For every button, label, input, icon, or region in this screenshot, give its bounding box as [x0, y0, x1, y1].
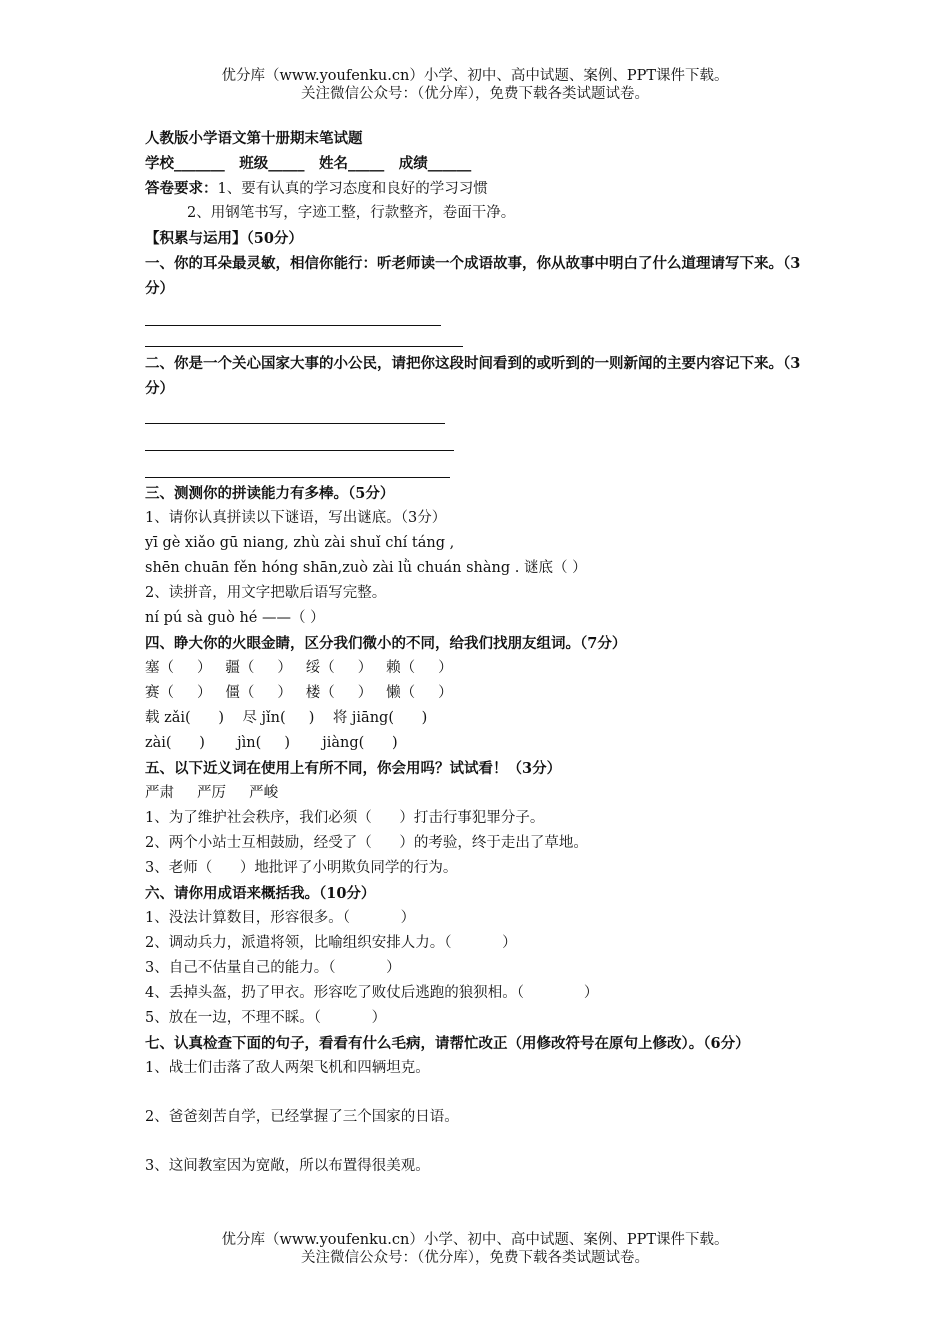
- answer-line: [145, 451, 450, 478]
- page-header-line-2: 关注微信公众号：（优分库），免费下载各类试题试卷。: [301, 86, 649, 102]
- page-footer-line-1: 优分库（www.youfenku.cn）小学、初中、高中试题、案例、PPT课件下载。: [221, 1232, 729, 1248]
- answer-line: [145, 424, 454, 451]
- riddle-pinyin-line-2: shēn chuān fěn hóng shān,zuò zài lǜ chuán shàng . 谜底（ ）: [145, 560, 587, 576]
- student-info-line: 学校_______ 班级_____ 姓名_____ 成绩______: [145, 155, 472, 172]
- question-5-sentence-3: 3、老师（ ）地批评了小明欺负同学的行为。: [145, 860, 458, 876]
- exam-body: [145, 126, 810, 1179]
- answer-line: [145, 326, 463, 347]
- word-pair-row: 赛（ ） 僵（ ） 楼（ ） 懒（ ）: [145, 685, 453, 701]
- question-5-sentence-2: 2、两个小站士互相鼓励，经受了（ ）的考验，终于走出了草地。: [145, 835, 588, 851]
- question-5-sentence-1: 1、为了维护社会秩序，我们必须（ ）打击行事犯罪分子。: [145, 810, 545, 826]
- question-3-sub-2: 2、读拼音，用文字把歇后语写完整。: [145, 585, 387, 601]
- question-6-item-4: 4、丢掉头盔，扔了甲衣。形容吃了败仗后逃跑的狼狈相。（ ）: [145, 985, 599, 1001]
- question-7-sentence-2: 2、爸爸刻苦自学，已经掌握了三个国家的日语。: [145, 1109, 459, 1125]
- question-6-item-1: 1、没法计算数目，形容很多。（ ）: [145, 910, 416, 926]
- question-7-title: 七、认真检查下面的句子，看看有什么毛病，请帮忙改正（用修改符号在原句上修改）。（6分）: [145, 1035, 750, 1052]
- question-6-title: 六、请你用成语来概括我。（10分）: [145, 885, 376, 902]
- polyphone-row: 载 zǎi( ) 尽 jǐn( ) 将 jiāng( ): [145, 710, 428, 726]
- question-4-title: 四、睁大你的火眼金睛，区分我们微小的不同，给我们找朋友组词。（7分）: [145, 635, 627, 652]
- exam-title: 人教版小学语文第十册期末笔试题: [145, 130, 363, 147]
- requirement-1-text: 1、要有认真的学习态度和良好的学习习惯: [217, 181, 488, 197]
- answer-requirement-2: 2、用钢笔书写，字迹工整，行款整齐，卷面干净。: [187, 205, 516, 221]
- synonym-word-list: 严肃 严厉 严峻: [145, 785, 279, 801]
- question-6-item-3: 3、自己不估量自己的能力。（ ）: [145, 960, 401, 976]
- page-footer-line-2: 关注微信公众号：（优分库），免费下载各类试题试卷。: [301, 1250, 649, 1266]
- page-header-line-1: 优分库（www.youfenku.cn）小学、初中、高中试题、案例、PPT课件下载。: [221, 68, 729, 84]
- question-3-sub-1: 1、请你认真拼读以下谜语，写出谜底。（3分）: [145, 510, 447, 526]
- answer-line: [145, 311, 441, 326]
- xiehouyu-pinyin: ní pú sà guò hé ——（ ）: [145, 610, 325, 626]
- answer-requirement-1: [145, 176, 810, 201]
- question-6-item-2: 2、调动兵力，派遣将领，比喻组织安排人力。（ ）: [145, 935, 517, 951]
- question-3-title: 三、测测你的拼读能力有多棒。（5分）: [145, 485, 395, 502]
- requirement-label: 答卷要求：: [145, 180, 218, 197]
- question-7-sentence-3: 3、这间教室因为宽敞，所以布置得很美观。: [145, 1158, 430, 1174]
- riddle-pinyin-line-1: yī gè xiǎo gū niang, zhù zài shuǐ chí táng ,: [145, 535, 455, 551]
- polyphone-row: zài( ) jìn( ) jiàng( ): [145, 735, 398, 751]
- section-title: 【积累与运用】（50分）: [145, 230, 303, 247]
- question-1-title: 一、你的耳朵最灵敏，相信你能行：听老师读一个成语故事，你从故事中明白了什么道理请写下来。（3分）: [145, 255, 801, 297]
- question-7-sentence-1: 1、战士们击落了敌人两架飞机和四辆坦克。: [145, 1060, 430, 1076]
- question-6-item-5: 5、放在一边，不理不睬。（ ）: [145, 1010, 387, 1026]
- question-5-title: 五、以下近义词在使用上有所不同，你会用吗？试试看！（3分）: [145, 760, 562, 777]
- answer-line: [145, 409, 445, 424]
- word-pair-row: 塞（ ） 疆（ ） 绥（ ） 赖（ ）: [145, 660, 453, 676]
- question-2-title: 二、你是一个关心国家大事的小公民，请把你这段时间看到的或听到的一则新闻的主要内容记下来。（3分）: [145, 355, 801, 397]
